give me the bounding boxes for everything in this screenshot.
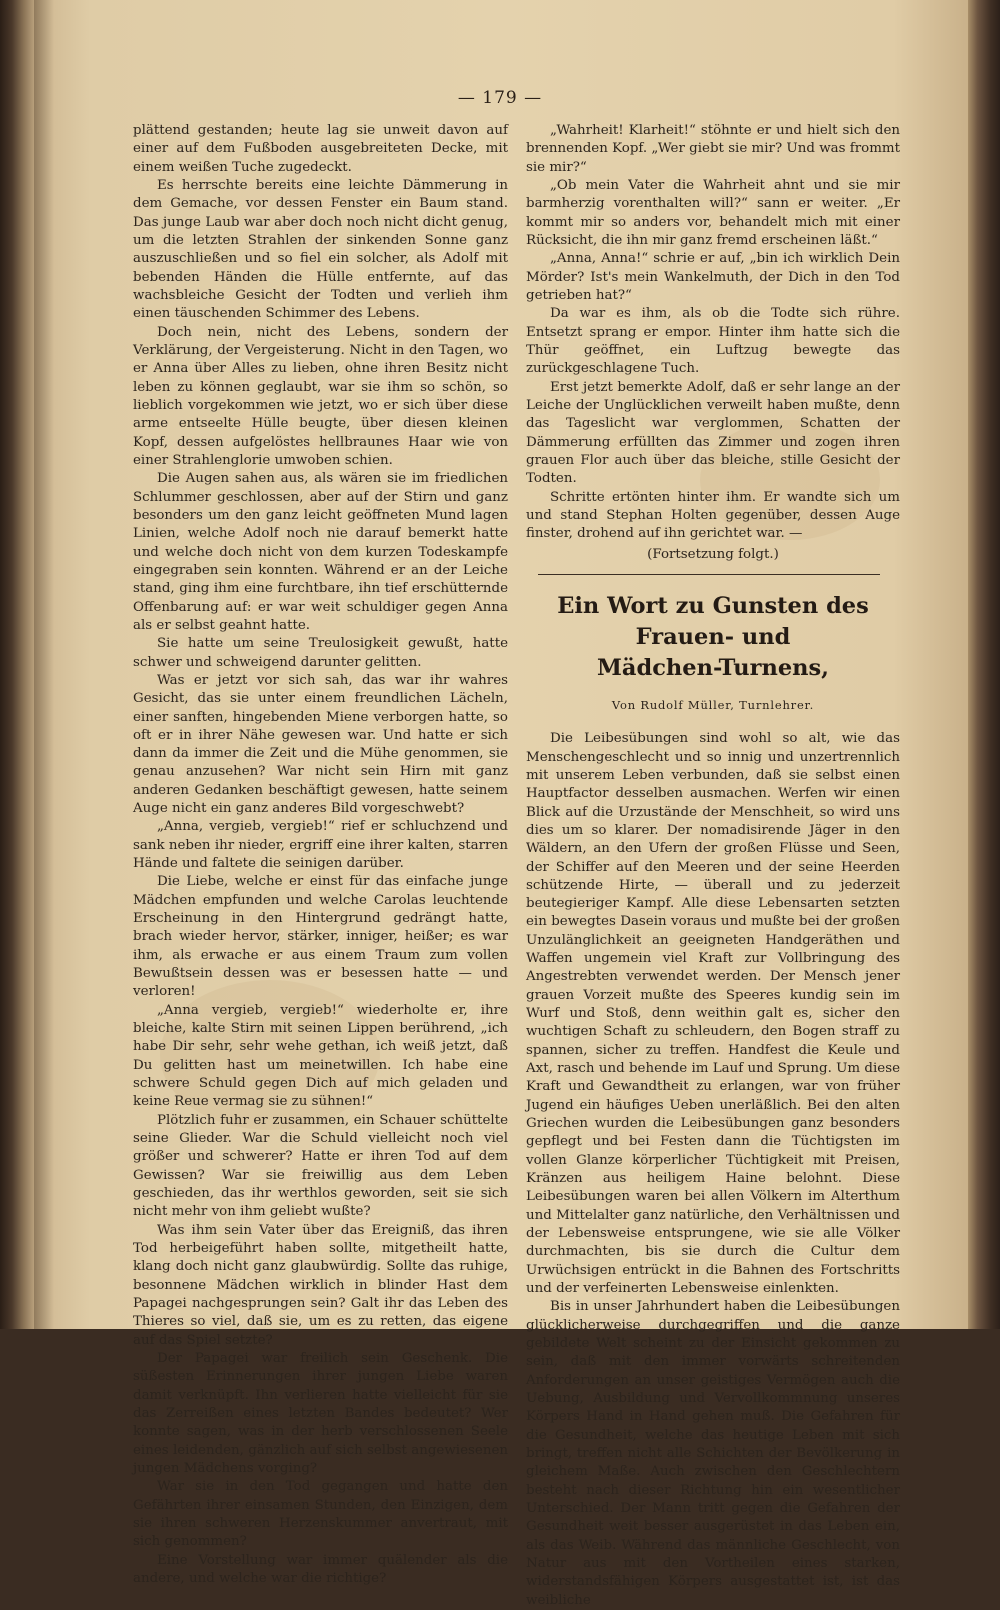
paragraph: Doch nein, nicht des Lebens, sondern der Verklärung, der Vergeisterung. Nicht in den Tagen, wo er Anna über Alles zu lieben, ohne ihren Besitz nicht leben zu können geglaubt, war sie ihm so schön, so lieblich vorgekommen wie jetzt, wo er sich über diese arme entseelte Hülle beugte, über diesen kleinen Kopf, dessen aufgelöstes hellbraunes Haar wie von einer Strahlenglorie umwoben schien.: [133, 324, 508, 468]
paragraph: Was er jetzt vor sich sah, das war ihr wahres Gesicht, das sie unter einem freundlichen Lächeln, einer sanften, hingebenden Miene verborgen hatte, so oft er in ihrer Nähe gewesen war. Und hatte er sich dann da immer die Zeit und die Mühe genommen, sie genau anzusehen? War nicht sein Hirn mit ganz anderen Gedanken beschäftigt gewesen, hatte seinem Auge nicht ein ganz anderes Bild vorgeschwebt?: [133, 672, 508, 817]
paragraph: plättend gestanden; heute lag sie unweit davon auf einer auf dem Fußboden ausgebreiteten Decke, mit einem weißen Tuche zugedeckt.: [133, 123, 508, 175]
article-paragraph: Die Leibesübungen sind wohl so alt, wie das Menschengeschlecht und so innig und unzertrennlich mit unserem Leben verbunden, daß sie selbst einen Hauptfactor desselben ausmachen. Werfen wir einen Blick auf die Urzustände der Menschheit, so wird uns dies um so klarer. Der nomadisirende Jäger in den Wäldern, an den Ufern der großen Flüsse und Seen, der Schiffer auf den Meeren und der seine Heerden schützende Hirte, — überall und zu jederzeit beutegieriger Kampf. Alle diese Lebensarten setzten ein bewegtes Dasein voraus und mußte bei der großen Unzulänglichkeit an geeigneten Handgeräthen und Waffen ungemein viel Kraft zur Vollbringung des Angestrebten verwendet werden. Der Mensch jener grauen Vorzeit mußte des Speeres kundig sein im Wurf und Stoß, denn weithin galt es, sicher den wuchtigen Schaft zu schleudern, den Bogen straff zu spannen, sicher zu treffen. Handfest die Keule und Axt, rasch und behende im Lauf und Sprung. Um diese Kraft und Gewandtheit zu erlangen, war von früher Jugend ein häufiges Ueben unerläßlich. Bei den alten Griechen wurden die Leibesübungen ganz besonders gepflegt und bei Festen dann die Tüchtigsten im vollen Glanze körperlicher Tüchtigkeit mit Preisen, Kränzen aus heiligem Haine belohnt. Diese Leibesübungen waren bei allen Völkern im Alterthum und Mittelalter ganz natürliche, den Verhältnissen und der Lebensweise entsprungene, wie sie alle Völker durchmachten, bis sie durch die Cultur dem Urwüchsigen entrückt in die Bahnen des Fortschritts und der verfeinerten Lebensweise einlenkten.: [526, 731, 900, 1297]
article-title-line: Mädchen-Turnens,: [597, 654, 829, 681]
binding-right-edge: [968, 0, 1000, 1329]
paragraph: Da war es ihm, als ob die Todte sich rühre. Entsetzt sprang er empor. Hinter ihm hatte sich die Thür geöffnet, ein Luftzug bewegte das zurückgeschlagene Tuch.: [526, 306, 900, 377]
article-paragraph: Bis in unser Jahrhundert haben die Leibesübungen glücklicherweise durchgegriffen und die ganze gebildete Welt scheint zu der Einsicht gekommen zu sein, daß mit den immer vorwärts schreitenden Anforderungen an unser geistiges Vermögen auch die Uebung, Ausbildung und Vervollkommnung unseres Körpers Hand in Hand gehen muß. Die Gefahren für die Gesundheit, welche das heutige Leben mit sich bringt, treffen nicht alle Schichten der Bevölkerung in gleichem Maße. Auch zwischen den Geschlechtern besteht nach dieser Richtung hin ein wesentlicher Unterschied. Der Mann tritt gegen die Gefahren der Gesundheit weit besser ausgerüstet in das Leben ein, als das Weib. Während das männliche Geschlecht, von Natur aus mit den Vortheilen eines starken, widerstandsfähigen Körpers ausgestattet ist, ist das weibliche: [526, 1299, 900, 1608]
paragraph: Die Liebe, welche er einst für das einfache junge Mädchen empfunden und welche Carolas leuchtende Erscheinung in den Hintergrund gedrängt hatte, brach wieder hervor, stärker, inniger, heißer; es war ihm, als erwache er aus einem Traum zum vollen Bewußtsein dessen was er besessen hatte — und verloren!: [133, 874, 508, 1000]
to-be-continued-note: (Fortsetzung folgt.): [647, 546, 779, 562]
paragraph: Der Papagei war freilich sein Geschenk. Die süßesten Erinnerungen ihrer jungen Liebe waren damit verknüpft. Ihn verlieren hatte vielleicht für sie das Zerreißen eines letzten Bandes bedeutet? Wer konnte sagen, was in der herb verschlossenen Seele eines leidenden, gänzlich auf sich selbst angewiesenen jungen Mädchens vorging?: [133, 1350, 508, 1476]
right-column: [526, 122, 900, 1610]
paragraph: Schritte ertönten hinter ihm. Er wandte sich um und stand Stephan Holten gegenüber, dessen Auge finster, drohend auf ihn gerichtet war. —: [526, 489, 900, 542]
left-column: [133, 122, 508, 1588]
paragraph: Die Augen sahen aus, als wären sie im friedlichen Schlummer geschlossen, aber auf der Stirn und ganz besonders um den ganz leicht geöffneten Mund lagen Linien, welche Adolf noch nie darauf bemerkt hatte und welche doch nicht von dem kurzen Todeskampfe eingegraben sein konnten. Während er an der Leiche stand, ging ihm eine furchtbare, ihn tief erschütternde Offenbarung auf: er war weit schuldiger gegen Anna als er selbst geahnt hatte.: [133, 471, 508, 633]
article-title: [526, 591, 900, 684]
gutter-shadow: [34, 0, 54, 1329]
paragraph: Erst jetzt bemerkte Adolf, daß er sehr lange an der Leiche der Unglücklichen verweilt haben mußte, denn das Tageslicht war verglommen, Schatten der Dämmerung erfüllten das Zimmer und zogen ihren grauen Flor auch über das bleiche, stille Gesicht der Todten.: [526, 379, 900, 487]
paragraph: Was ihm sein Vater über das Ereigniß, das ihren Tod herbeigeführt haben sollte, mitgetheilt hatte, klang doch nicht ganz glaubwürdig. Sollte das ruhige, besonnene Mädchen wirklich in blinder Hast dem Papagei nachgesprungen sein? Galt ihr das Leben des Thieres so viel, daß sie, um es zu retten, das eigene auf das Spiel setzte?: [133, 1222, 508, 1348]
paragraph: „Anna vergieb, vergieb!“ wiederholte er, ihre bleiche, kalte Stirn mit seinen Lippen berührend, „ich habe Dir sehr, sehr wehe gethan, ich weiß jetzt, daß Du gelitten hast um meinetwillen. Ich habe eine schwere Schuld gegen Dich auf mich geladen und keine Reue vermag sie zu sühnen!“: [133, 1002, 508, 1110]
paragraph: „Anna, vergieb, vergieb!“ rief er schluchzend und sank neben ihr nieder, ergriff eine ihrer kalten, starren Hände und faltete die seinigen darüber.: [133, 819, 508, 872]
article-byline: Von Rudolf Müller, Turnlehrer.: [611, 697, 815, 712]
paragraph: „Ob mein Vater die Wahrheit ahnt und sie mir barmherzig vorenthalten will?“ sann er weiter. „Er kommt mir so anders vor, behandelt mich mit einer Rücksicht, die ihn mir ganz fremd erscheinen läßt.“: [526, 177, 900, 248]
binding-left-edge: [0, 0, 34, 1329]
section-divider: [538, 574, 880, 575]
paragraph: Es herrschte bereits eine leichte Dämmerung in dem Gemache, vor dessen Fenster ein Baum stand. Das junge Laub war aber doch noch nicht dicht genug, um die letzten Strahlen der sinkenden Sonne ganz auszuschließen und so fiel ein solcher, als Adolf mit bebenden Händen die Hülle entfernte, auf das wachsbleiche Gesicht der Todten und verlieh ihm einen täuschenden Schimmer des Lebens.: [133, 177, 508, 322]
paragraph: Plötzlich fuhr er zusammen, ein Schauer schüttelte seine Glieder. War die Schuld vielleicht noch viel größer und schwerer? Hatte er ihren Tod auf dem Gewissen? War sie freiwillig aus dem Leben geschieden, das ihr werthlos geworden, seit sie sich nicht mehr von ihm geliebt wußte?: [133, 1112, 508, 1220]
page-number: — 179 —: [457, 88, 543, 108]
paragraph: „Anna, Anna!“ schrie er auf, „bin ich wirklich Dein Mörder? Ist's mein Wankelmuth, der Dich in den Tod getrieben hat?“: [526, 251, 900, 303]
paragraph: Eine Vorstellung war immer quälender als die andere, und welche war die richtige?: [133, 1552, 508, 1586]
article-title-line: Ein Wort zu Gunsten des Frauen- und: [557, 592, 869, 650]
paragraph: Sie hatte um seine Treulosigkeit gewußt, hatte schwer und schweigend darunter gelitten.: [133, 636, 508, 670]
paragraph: „Wahrheit! Klarheit!“ stöhnte er und hielt sich den brennenden Kopf. „Wer giebt sie mir? Und was frommt sie mir?“: [526, 123, 900, 175]
paragraph: War sie in den Tod gegangen und hatte den Gefährten ihrer einsamen Stunden, den Einzigen, dem sie ihren schweren Herzenskummer anvertraut, mit sich genommen?: [133, 1479, 508, 1550]
